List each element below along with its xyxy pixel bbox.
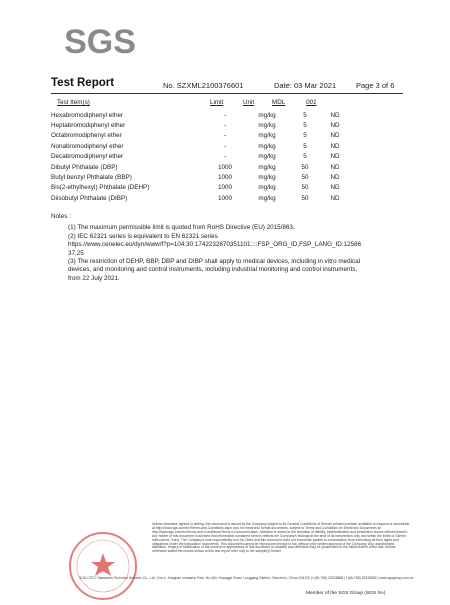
table-cell: Butyl benzyl Phthalate (BBP) <box>51 174 132 182</box>
note-2-link[interactable]: https://www.cenelec.eu/dyn/www/f?p=104:30:1742232870351101::::FSP_ORG_ID,FSP_LANG_ID:12586 <box>68 241 362 249</box>
table-cell: Heptabromodiphenyl ether <box>51 122 126 130</box>
table-cell: ND <box>330 163 340 171</box>
sgs-logo <box>64 18 136 62</box>
report-number: No. SZXML2100376601 <box>163 81 244 90</box>
table-cell: Hexabromodiphenyl ether <box>51 111 124 119</box>
table-cell: - <box>223 142 227 150</box>
table-cell: mg/kg <box>258 132 276 140</box>
table-cell: 50 <box>301 194 309 202</box>
table-cell: - <box>223 153 227 161</box>
table-cell: ND <box>330 153 340 161</box>
table-cell: Diisobutyl Phthalate (DIBP) <box>51 194 128 202</box>
table-cell: ND <box>330 174 340 182</box>
table-cell: 50 <box>301 174 309 182</box>
table-cell: 50 <box>301 184 309 192</box>
table-cell: Nonabromodiphenyl ether <box>51 142 124 150</box>
company-seal <box>60 520 146 600</box>
header-sample-001: 001 <box>306 99 317 106</box>
table-row <box>51 141 349 151</box>
table-cell: - <box>223 122 227 130</box>
table-cell: mg/kg <box>258 122 276 130</box>
table-cell: 1000 <box>217 194 232 202</box>
table-row <box>51 183 349 193</box>
table-row <box>51 131 349 141</box>
table-cell: mg/kg <box>258 184 276 192</box>
table-cell: 5 <box>303 153 307 161</box>
table-cell: 5 <box>303 111 307 119</box>
note-3-line-1: (3) The restriction of DEHP, BBP, DBP and DIBP shall apply to medical devices, including in vitro medical <box>68 258 361 266</box>
table-row <box>51 193 349 203</box>
table-cell: mg/kg <box>258 142 276 150</box>
note-3-line-2: devices, and monitoring and control instruments, including industrial monitoring and control instruments, <box>68 266 358 274</box>
table-cell: 5 <box>303 142 307 150</box>
table-cell: 5 <box>303 122 307 130</box>
table-cell: - <box>223 132 227 140</box>
table-row <box>51 162 349 172</box>
header-mdl: MDL <box>272 99 286 106</box>
table-cell: mg/kg <box>258 153 276 161</box>
footer-address: SGS-CSTC Standards Technical Services Co., Ltd. | No.4, Jianghao Industrial Park, No.460, Huangge Road, Longgang District, Shenzhen, China 518129 | t (86-755) 25328888 | f (86-755) 25328889 | www.sgsgroup.com.cn <box>79 576 414 580</box>
star-icon <box>91 553 115 576</box>
notes-section <box>51 213 361 283</box>
table-cell: ND <box>330 194 340 202</box>
table-cell: - <box>223 111 227 119</box>
table-cell: 50 <box>301 163 309 171</box>
table-row <box>51 152 349 162</box>
table-cell: mg/kg <box>258 163 276 171</box>
header-limit: Limit <box>210 99 224 106</box>
report-date: Date: 03 Mar 2021 <box>274 81 337 90</box>
note-2-link-cont: 37,25 <box>68 249 84 257</box>
table-cell: Bis(2-ethylhexyl) Phthalate (DEHP) <box>51 184 150 192</box>
table-cell: mg/kg <box>258 194 276 202</box>
table-cell: 1000 <box>217 184 232 192</box>
table-row <box>51 110 349 120</box>
notes-label: Notes : <box>51 213 71 220</box>
page-title: Test Report <box>51 77 115 89</box>
table-cell: ND <box>330 122 340 130</box>
table-cell: ND <box>330 184 340 192</box>
table-cell: ND <box>330 142 340 150</box>
note-3-line-3: from 22 July 2021. <box>68 274 120 282</box>
logo-text: SGS <box>64 23 136 61</box>
table-cell: Dibutyl Phthalate (DBP) <box>51 163 118 171</box>
header-unit: Unit <box>243 99 255 106</box>
note-2: (2) IEC 62321 series is equivalent to EN 62321 series <box>68 232 218 240</box>
table-cell: mg/kg <box>258 174 276 182</box>
table-cell: 5 <box>303 132 307 140</box>
table-cell: ND <box>330 111 340 119</box>
table-cell: mg/kg <box>258 111 276 119</box>
table-row <box>51 172 349 182</box>
page-number: Page 3 of 6 <box>356 81 395 90</box>
table-cell: Decabromodiphenyl ether <box>51 153 124 161</box>
results-table <box>51 110 349 204</box>
table-row <box>51 120 349 130</box>
member-line: Member of the SGS Group (SGS SA) <box>306 591 386 596</box>
header-test-items: Test Item(s) <box>57 99 90 106</box>
table-cell: ND <box>330 132 340 140</box>
note-1: (1) The maximum permissible limit is quoted from RoHS Directive (EU) 2015/863. <box>68 224 295 232</box>
table-cell: 1000 <box>217 174 232 182</box>
table-cell: Octabromodiphenyl ether <box>51 132 122 140</box>
header-rule <box>51 93 403 94</box>
table-cell: 1000 <box>217 163 232 171</box>
legal-disclaimer: Unless otherwise agreed in writing, this document is issued by the Company subject to its General Conditions of Service printed overleaf, available on request or accessible at http://www.sgs.com/en/Terms-and-Conditions.aspx and, for electronic format documents, subject to Terms and Conditions for Electronic Documents at http://www.sgs.com/en/Terms-and-Conditions/Terms-e-Document.aspx. Attention is drawn to the limitation of liability, indemnification and jurisdiction issues defined therein. Any holder of this document is advised that information contained hereon reflects the Company's findings at the time of its intervention only and within the limits of Client's instructions, if any. The Company's sole responsibility is to its Client and this document does not exonerate parties to a transaction from exercising all their rights and obligations under the transaction documents. This document cannot be reproduced except in full, without prior written approval of the Company. Any unauthorized alteration, forgery or falsification of the content or appearance of this document is unlawful and offenders may be prosecuted to the fullest extent of the law. Unless otherwise stated the results shown in this test report refer only to the sample(s) tested. <box>152 522 410 554</box>
